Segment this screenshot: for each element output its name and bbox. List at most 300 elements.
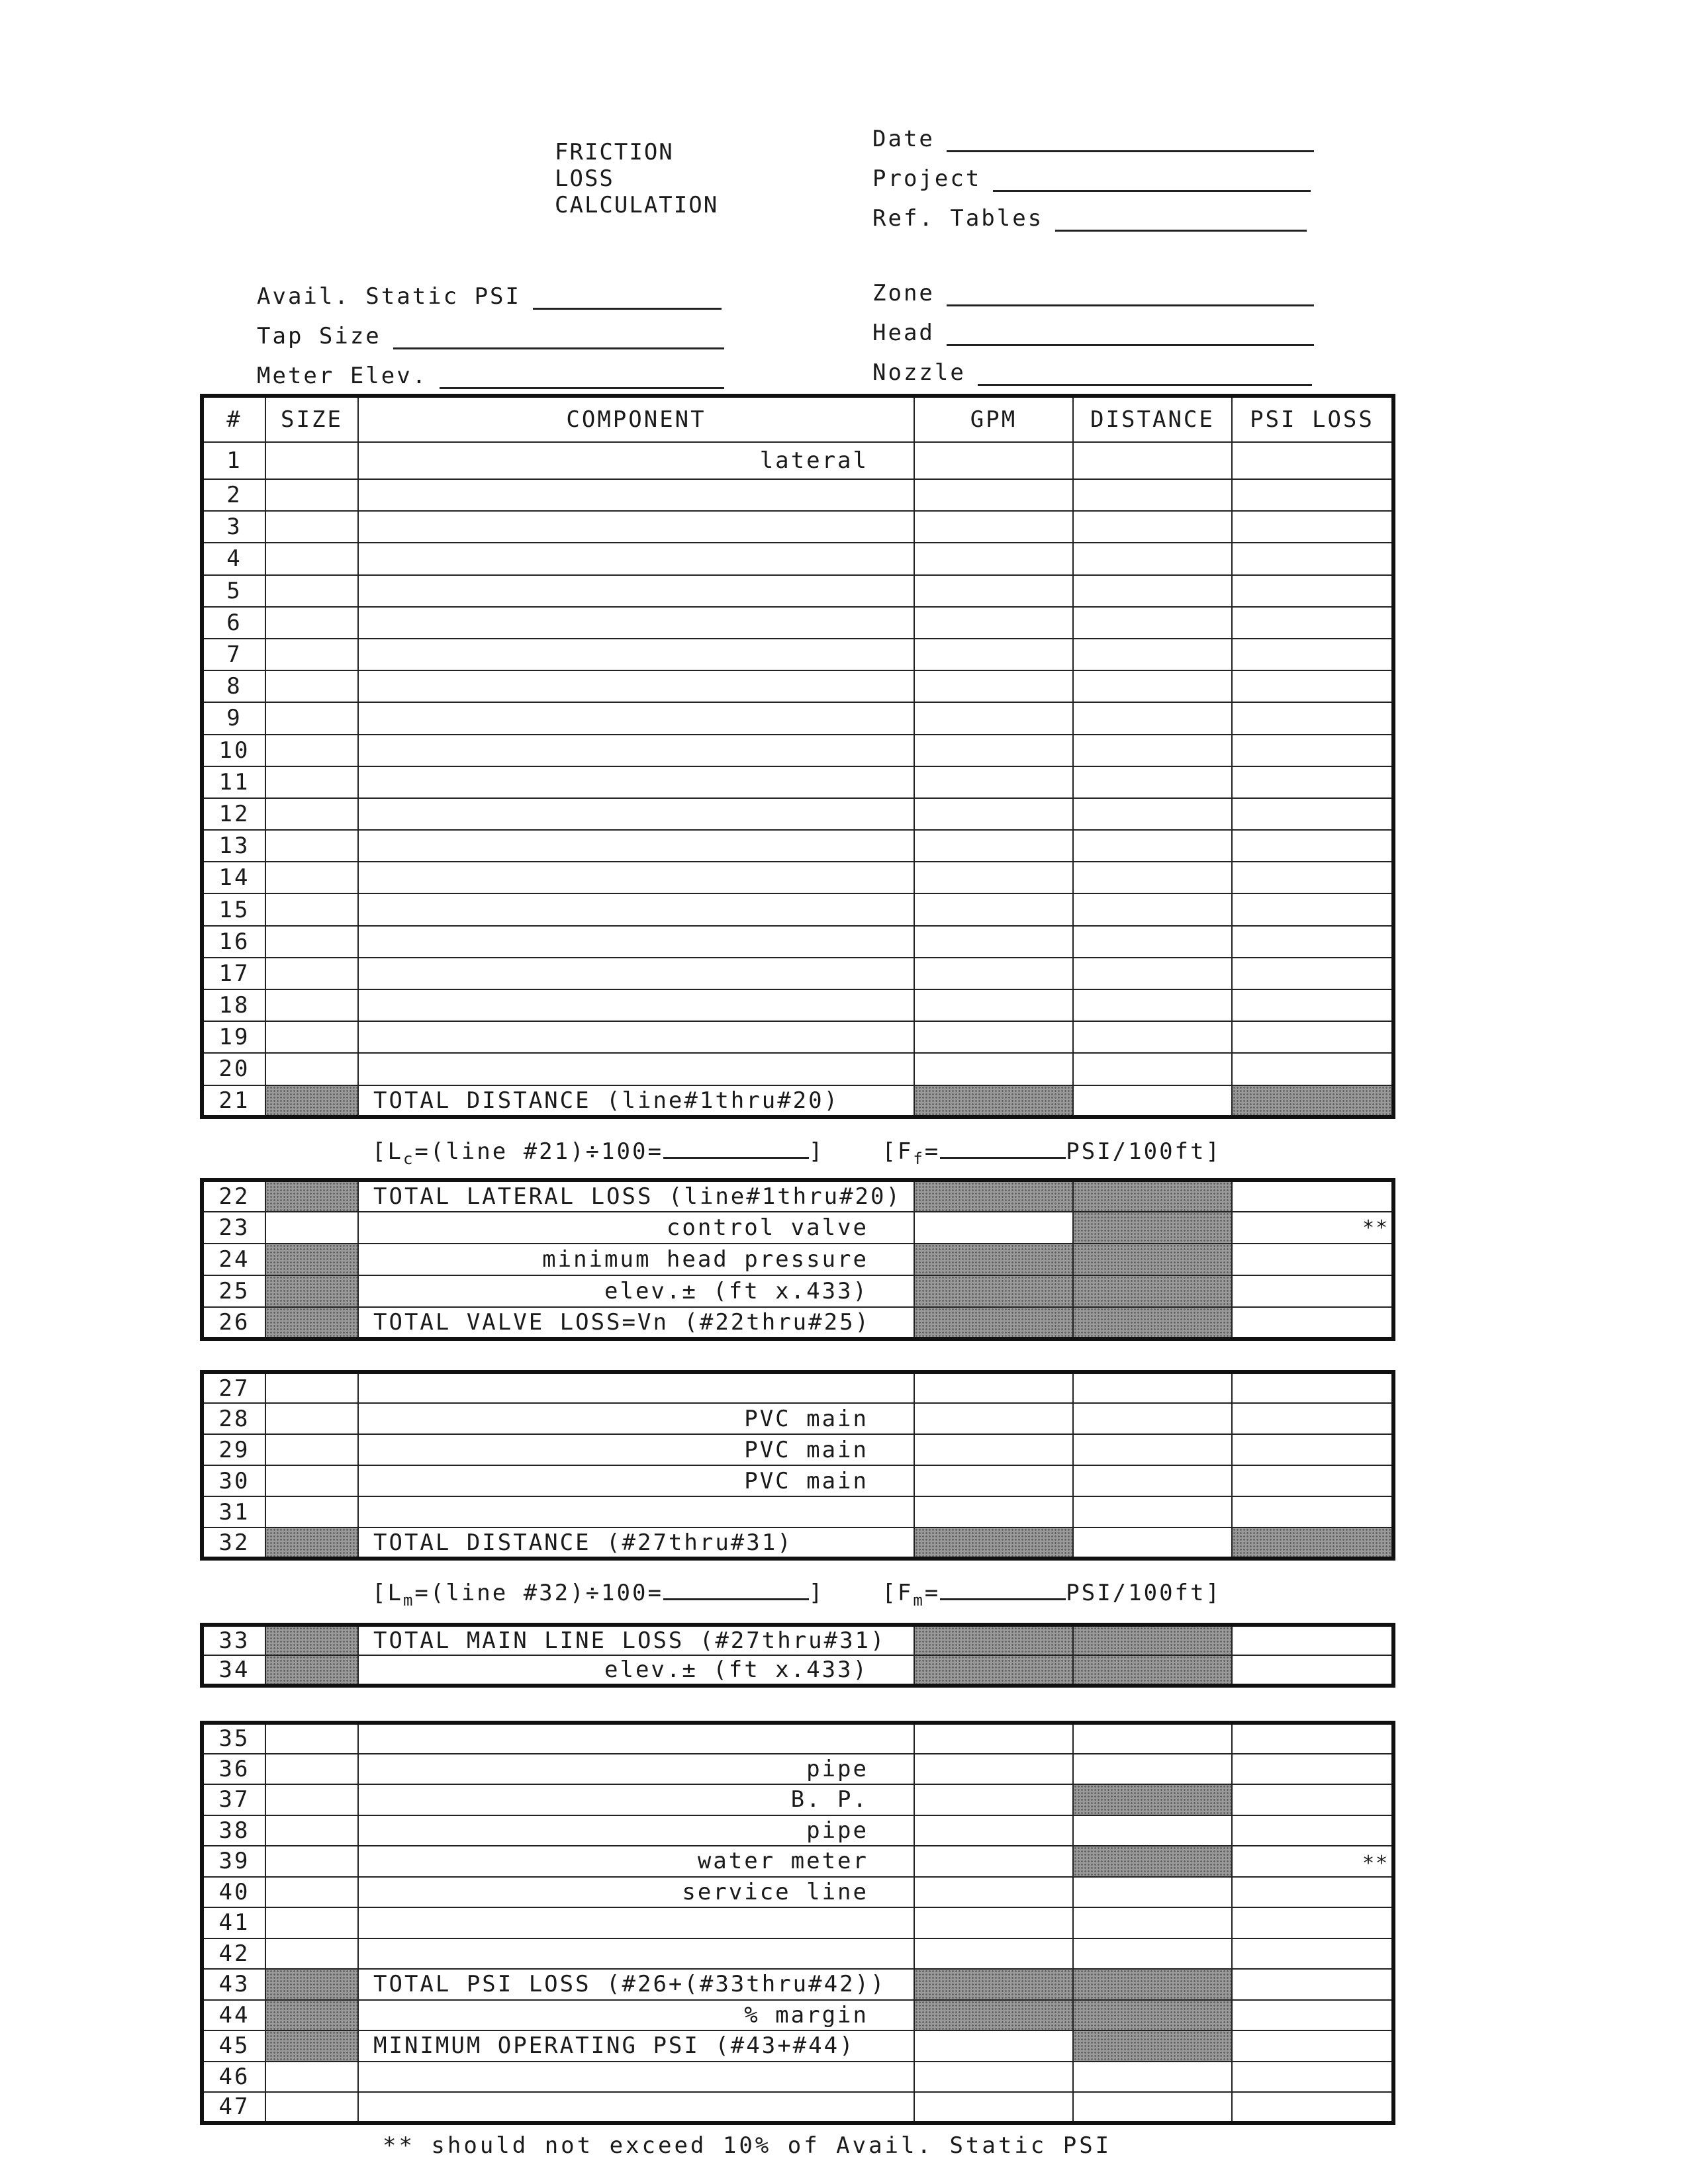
psi-loss-cell[interactable] <box>1232 670 1393 702</box>
table-row-line-32 <box>202 1527 1393 1559</box>
psi-loss-cell[interactable] <box>1232 958 1393 989</box>
ff-equals: = <box>924 1138 941 1165</box>
psi-loss-cell[interactable] <box>1232 766 1393 798</box>
row-number: 3 <box>202 511 265 543</box>
gpm-cell[interactable] <box>914 1212 1073 1244</box>
size-cell[interactable] <box>265 1877 358 1908</box>
table-row-line-11 <box>202 766 1393 798</box>
row-number: 32 <box>202 1527 265 1559</box>
size-cell[interactable] <box>265 511 358 543</box>
column-header-gpm: GPM <box>914 396 1073 442</box>
avail-static-psi-field[interactable] <box>257 283 722 310</box>
table-row-line-38 <box>202 1815 1393 1846</box>
distance-cell[interactable] <box>1073 735 1232 766</box>
row-number: 18 <box>202 989 265 1021</box>
psi-loss-cell[interactable] <box>1232 1275 1393 1307</box>
size-cell[interactable] <box>265 1465 358 1496</box>
size-cell <box>265 1655 358 1686</box>
component-cell: pipe <box>358 1815 914 1846</box>
row-number: 25 <box>202 1275 265 1307</box>
psi-loss-cell[interactable] <box>1232 1465 1393 1496</box>
gpm-cell[interactable] <box>914 1846 1073 1877</box>
psi-loss-cell[interactable] <box>1232 862 1393 893</box>
psi-loss-cell[interactable] <box>1232 543 1393 574</box>
avail-static-psi-input-line[interactable] <box>533 288 722 310</box>
gpm-cell[interactable] <box>914 575 1073 607</box>
fm-unit: PSI/100ft] <box>1066 1580 1221 1606</box>
psi-loss-cell[interactable] <box>1232 1244 1393 1275</box>
gpm-cell[interactable] <box>914 1815 1073 1846</box>
footnote-marker-line-39: ** <box>1362 1852 1389 1875</box>
valve-loss-table-lines-22-26 <box>200 1178 1395 1341</box>
row-number: 40 <box>202 1877 265 1908</box>
distance-cell[interactable] <box>1073 798 1232 830</box>
psi-loss-cell[interactable] <box>1232 607 1393 639</box>
gpm-cell[interactable] <box>914 989 1073 1021</box>
size-cell <box>265 1625 358 1655</box>
table-row-line-39 <box>202 1846 1393 1877</box>
nozzle-field[interactable] <box>872 359 1312 386</box>
psi-loss-cell[interactable] <box>1232 511 1393 543</box>
gpm-cell[interactable] <box>914 1877 1073 1908</box>
row-number: 31 <box>202 1496 265 1527</box>
distance-cell <box>1073 1784 1232 1815</box>
table-row-line-16 <box>202 926 1393 958</box>
lm-value-blank[interactable] <box>663 1578 809 1600</box>
size-cell <box>265 1275 358 1307</box>
gpm-cell[interactable] <box>914 543 1073 574</box>
size-cell[interactable] <box>265 702 358 734</box>
distance-cell[interactable] <box>1073 1021 1232 1053</box>
row-number: 22 <box>202 1180 265 1212</box>
size-cell[interactable] <box>265 543 358 574</box>
table-row-line-28 <box>202 1403 1393 1434</box>
distance-cell[interactable] <box>1073 989 1232 1021</box>
psi-loss-cell[interactable] <box>1232 1815 1393 1846</box>
distance-cell[interactable] <box>1073 1372 1232 1403</box>
zone-input-line[interactable] <box>947 285 1314 306</box>
size-cell[interactable] <box>265 2092 358 2123</box>
distance-cell[interactable] <box>1073 1754 1232 1785</box>
ff-subscript: f <box>913 1149 925 1168</box>
project-input-line[interactable] <box>993 170 1311 192</box>
component-cell <box>358 926 914 958</box>
psi-loss-cell[interactable] <box>1232 830 1393 862</box>
row-number: 26 <box>202 1307 265 1339</box>
distance-cell[interactable] <box>1073 1938 1232 1970</box>
distance-cell[interactable] <box>1073 862 1232 893</box>
gpm-cell <box>914 1655 1073 1686</box>
row-number: 1 <box>202 442 265 479</box>
distance-cell[interactable] <box>1073 1815 1232 1846</box>
table-row-line-6 <box>202 607 1393 639</box>
size-cell[interactable] <box>265 1754 358 1785</box>
table-row-line-20 <box>202 1053 1393 1085</box>
component-cell: service line <box>358 1877 914 1908</box>
lateral-formula <box>372 1137 1221 1168</box>
table-row-line-36 <box>202 1754 1393 1785</box>
component-cell <box>358 735 914 766</box>
lc-expression: =(line #21)÷100= <box>414 1138 663 1165</box>
psi-loss-cell[interactable] <box>1232 479 1393 511</box>
component-cell <box>358 830 914 862</box>
head-field[interactable] <box>872 320 1314 346</box>
table-row-line-8 <box>202 670 1393 702</box>
row-number: 15 <box>202 893 265 925</box>
component-cell: TOTAL PSI LOSS (#26+(#33thru#42)) <box>358 1969 914 2000</box>
size-cell[interactable] <box>265 1021 358 1053</box>
gpm-cell[interactable] <box>914 735 1073 766</box>
table-row-line-24 <box>202 1244 1393 1275</box>
table-row-line-41 <box>202 1907 1393 1938</box>
gpm-cell[interactable] <box>914 926 1073 958</box>
nozzle-input-line[interactable] <box>978 364 1312 386</box>
psi-loss-cell[interactable] <box>1232 639 1393 670</box>
table-row-line-43 <box>202 1969 1393 2000</box>
gpm-cell[interactable] <box>914 1907 1073 1938</box>
size-cell[interactable] <box>265 1907 358 1938</box>
tap-size-input-line[interactable] <box>393 328 724 349</box>
row-number: 46 <box>202 2062 265 2093</box>
distance-cell[interactable] <box>1073 2092 1232 2123</box>
meter-elev-field[interactable] <box>257 363 724 389</box>
psi-loss-cell[interactable] <box>1232 893 1393 925</box>
table-row-line-33 <box>202 1625 1393 1655</box>
table-row-line-40 <box>202 1877 1393 1908</box>
component-cell <box>358 2092 914 2123</box>
component-cell <box>358 862 914 893</box>
size-cell[interactable] <box>265 926 358 958</box>
psi-loss-cell[interactable] <box>1232 1403 1393 1434</box>
psi-loss-cell[interactable] <box>1232 1496 1393 1527</box>
distance-cell[interactable] <box>1073 2062 1232 2093</box>
psi-loss-cell[interactable] <box>1232 1307 1393 1339</box>
distance-cell[interactable] <box>1073 702 1232 734</box>
gpm-cell <box>914 1625 1073 1655</box>
tap-size-field[interactable] <box>257 323 724 349</box>
table-row-line-10 <box>202 735 1393 766</box>
size-cell[interactable] <box>265 1403 358 1434</box>
lc-value-blank[interactable] <box>663 1137 809 1159</box>
distance-cell[interactable] <box>1073 479 1232 511</box>
component-cell <box>358 1496 914 1527</box>
date-field[interactable] <box>872 126 1314 152</box>
table-row-line-29 <box>202 1434 1393 1465</box>
component-cell: control valve <box>358 1212 914 1244</box>
service-table-lines-35-47 <box>200 1721 1395 2125</box>
psi-loss-cell[interactable] <box>1232 575 1393 607</box>
psi-loss-cell[interactable] <box>1232 702 1393 734</box>
ref-tables-field[interactable] <box>872 205 1307 232</box>
gpm-cell[interactable] <box>914 766 1073 798</box>
size-cell[interactable] <box>265 2062 358 2093</box>
column-header-size: SIZE <box>265 396 358 442</box>
gpm-cell[interactable] <box>914 511 1073 543</box>
distance-cell[interactable] <box>1073 1085 1232 1117</box>
psi-loss-cell[interactable] <box>1232 1877 1393 1908</box>
size-cell[interactable] <box>265 1784 358 1815</box>
project-field[interactable] <box>872 165 1311 192</box>
lm-expression: =(line #32)÷100= <box>414 1580 663 1606</box>
distance-cell[interactable] <box>1073 670 1232 702</box>
size-cell[interactable] <box>265 442 358 479</box>
psi-loss-cell[interactable] <box>1232 1434 1393 1465</box>
gpm-cell <box>914 2000 1073 2031</box>
table-row-line-35 <box>202 1723 1393 1754</box>
component-cell <box>358 702 914 734</box>
ff-value-blank[interactable] <box>940 1137 1066 1159</box>
gpm-cell[interactable] <box>914 607 1073 639</box>
gpm-cell[interactable] <box>914 639 1073 670</box>
gpm-cell[interactable] <box>914 1754 1073 1785</box>
component-cell: % margin <box>358 2000 914 2031</box>
psi-loss-cell[interactable] <box>1232 926 1393 958</box>
component-cell <box>358 670 914 702</box>
lm-subscript: m <box>402 1590 415 1610</box>
size-cell[interactable] <box>265 1815 358 1846</box>
size-cell[interactable] <box>265 798 358 830</box>
size-cell[interactable] <box>265 1723 358 1754</box>
psi-loss-cell[interactable] <box>1232 2000 1393 2031</box>
gpm-cell[interactable] <box>914 2062 1073 2093</box>
size-cell[interactable] <box>265 575 358 607</box>
column-header-component: COMPONENT <box>358 396 914 442</box>
distance-cell[interactable] <box>1073 1723 1232 1754</box>
size-cell[interactable] <box>265 862 358 893</box>
size-cell[interactable] <box>265 1496 358 1527</box>
head-input-line[interactable] <box>947 324 1314 346</box>
distance-cell[interactable] <box>1073 1053 1232 1085</box>
size-cell[interactable] <box>265 670 358 702</box>
size-cell[interactable] <box>265 1938 358 1970</box>
size-cell <box>265 1180 358 1212</box>
psi-loss-cell[interactable] <box>1232 1754 1393 1785</box>
ff-unit: PSI/100ft] <box>1066 1138 1221 1165</box>
size-cell <box>265 1244 358 1275</box>
meter-elev-input-line[interactable] <box>440 367 724 389</box>
distance-cell[interactable] <box>1073 442 1232 479</box>
size-cell <box>265 1307 358 1339</box>
row-number: 23 <box>202 1212 265 1244</box>
distance-cell[interactable] <box>1073 1877 1232 1908</box>
psi-loss-cell[interactable] <box>1232 1655 1393 1686</box>
distance-cell <box>1073 1180 1232 1212</box>
title-line-3: CALCULATION <box>555 192 719 218</box>
distance-cell[interactable] <box>1073 511 1232 543</box>
psi-loss-cell[interactable] <box>1232 1907 1393 1938</box>
table-row-line-23 <box>202 1212 1393 1244</box>
table-row-line-37 <box>202 1784 1393 1815</box>
component-cell <box>358 989 914 1021</box>
row-number: 45 <box>202 2030 265 2062</box>
table-row-line-30 <box>202 1465 1393 1496</box>
distance-cell[interactable] <box>1073 1527 1232 1559</box>
row-number: 24 <box>202 1244 265 1275</box>
column-header-number: # <box>202 396 265 442</box>
gpm-cell[interactable] <box>914 862 1073 893</box>
gpm-cell[interactable] <box>914 2030 1073 2062</box>
psi-loss-cell[interactable] <box>1232 1784 1393 1815</box>
distance-cell[interactable] <box>1073 1907 1232 1938</box>
ref-tables-input-line[interactable] <box>1055 210 1307 232</box>
size-cell[interactable] <box>265 1434 358 1465</box>
friction-loss-table-lines-1-21 <box>200 394 1395 1119</box>
table-row-line-15 <box>202 893 1393 925</box>
zone-field[interactable] <box>872 280 1314 306</box>
gpm-cell[interactable] <box>914 830 1073 862</box>
gpm-cell[interactable] <box>914 1021 1073 1053</box>
distance-cell[interactable] <box>1073 893 1232 925</box>
psi-loss-cell[interactable] <box>1232 1180 1393 1212</box>
title-line-2: LOSS <box>555 165 614 192</box>
row-number: 28 <box>202 1403 265 1434</box>
component-cell: elev.± (ft x.433) <box>358 1275 914 1307</box>
gpm-cell <box>914 1085 1073 1117</box>
size-cell[interactable] <box>265 1372 358 1403</box>
table-row-line-31 <box>202 1496 1393 1527</box>
distance-cell[interactable] <box>1073 607 1232 639</box>
component-cell <box>358 1938 914 1970</box>
gpm-cell[interactable] <box>914 1403 1073 1434</box>
size-cell[interactable] <box>265 958 358 989</box>
component-cell: PVC main <box>358 1434 914 1465</box>
distance-cell[interactable] <box>1073 639 1232 670</box>
size-cell <box>265 1969 358 2000</box>
psi-loss-cell[interactable] <box>1232 2030 1393 2062</box>
date-input-line[interactable] <box>947 130 1314 152</box>
psi-loss-cell[interactable] <box>1232 1372 1393 1403</box>
head-label: Head <box>872 320 935 346</box>
size-cell[interactable] <box>265 735 358 766</box>
table-row-line-46 <box>202 2062 1393 2093</box>
gpm-cell[interactable] <box>914 1723 1073 1754</box>
gpm-cell[interactable] <box>914 1784 1073 1815</box>
component-cell <box>358 575 914 607</box>
psi-loss-cell[interactable] <box>1232 798 1393 830</box>
gpm-cell[interactable] <box>914 442 1073 479</box>
row-number: 42 <box>202 1938 265 1970</box>
distance-cell <box>1073 1307 1232 1339</box>
distance-cell <box>1073 1969 1232 2000</box>
component-cell <box>358 639 914 670</box>
fm-equals: = <box>924 1580 941 1606</box>
size-cell[interactable] <box>265 607 358 639</box>
gpm-cell[interactable] <box>914 893 1073 925</box>
component-cell: PVC main <box>358 1403 914 1434</box>
table-row-line-26 <box>202 1307 1393 1339</box>
psi-loss-cell[interactable] <box>1232 1021 1393 1053</box>
size-cell[interactable] <box>265 893 358 925</box>
table-row-line-3 <box>202 511 1393 543</box>
psi-loss-cell[interactable] <box>1232 2062 1393 2093</box>
size-cell[interactable] <box>265 766 358 798</box>
size-cell <box>265 1085 358 1117</box>
lc-label: [L <box>372 1138 403 1165</box>
size-cell[interactable] <box>265 830 358 862</box>
component-cell <box>358 893 914 925</box>
psi-loss-cell[interactable] <box>1232 1938 1393 1970</box>
size-cell[interactable] <box>265 989 358 1021</box>
size-cell[interactable] <box>265 1212 358 1244</box>
gpm-cell[interactable] <box>914 1496 1073 1527</box>
distance-cell[interactable] <box>1073 1465 1232 1496</box>
row-number: 17 <box>202 958 265 989</box>
main-line-loss-table-lines-33-34 <box>200 1623 1395 1688</box>
component-cell: B. P. <box>358 1784 914 1815</box>
component-cell: MINIMUM OPERATING PSI (#43+#44) <box>358 2030 914 2062</box>
gpm-cell[interactable] <box>914 670 1073 702</box>
nozzle-label: Nozzle <box>872 359 966 386</box>
size-cell[interactable] <box>265 639 358 670</box>
size-cell[interactable] <box>265 479 358 511</box>
psi-loss-cell[interactable] <box>1232 1969 1393 2000</box>
gpm-cell[interactable] <box>914 2092 1073 2123</box>
distance-cell[interactable] <box>1073 926 1232 958</box>
table-row-line-18 <box>202 989 1393 1021</box>
distance-cell[interactable] <box>1073 1496 1232 1527</box>
distance-cell[interactable] <box>1073 830 1232 862</box>
distance-cell[interactable] <box>1073 1403 1232 1434</box>
gpm-cell[interactable] <box>914 702 1073 734</box>
table-row-line-25 <box>202 1275 1393 1307</box>
component-cell <box>358 607 914 639</box>
table-row-line-27 <box>202 1372 1393 1403</box>
psi-loss-cell[interactable] <box>1232 1625 1393 1655</box>
gpm-cell[interactable] <box>914 1465 1073 1496</box>
size-cell[interactable] <box>265 1846 358 1877</box>
psi-loss-cell[interactable] <box>1232 1723 1393 1754</box>
distance-cell[interactable] <box>1073 1434 1232 1465</box>
fm-value-blank[interactable] <box>940 1578 1066 1600</box>
fm-label: [F <box>882 1580 914 1606</box>
distance-cell[interactable] <box>1073 575 1232 607</box>
size-cell <box>265 2030 358 2062</box>
component-cell: TOTAL MAIN LINE LOSS (#27thru#31) <box>358 1625 914 1655</box>
gpm-cell[interactable] <box>914 1434 1073 1465</box>
title-line-1: FRICTION <box>555 139 674 165</box>
psi-loss-cell[interactable] <box>1232 2092 1393 2123</box>
project-label: Project <box>872 165 982 192</box>
psi-loss-cell[interactable] <box>1232 735 1393 766</box>
ff-label: [F <box>882 1138 914 1165</box>
main-line-table-lines-27-32 <box>200 1370 1395 1561</box>
table-row-line-17 <box>202 958 1393 989</box>
gpm-cell <box>914 1307 1073 1339</box>
distance-cell[interactable] <box>1073 543 1232 574</box>
table-row-line-14 <box>202 862 1393 893</box>
distance-cell[interactable] <box>1073 766 1232 798</box>
psi-loss-cell[interactable] <box>1232 989 1393 1021</box>
date-label: Date <box>872 126 935 152</box>
zone-label: Zone <box>872 280 935 306</box>
gpm-cell[interactable] <box>914 1372 1073 1403</box>
table-row-line-9 <box>202 702 1393 734</box>
row-number: 12 <box>202 798 265 830</box>
psi-loss-cell <box>1232 1527 1393 1559</box>
main-line-formula <box>372 1578 1221 1610</box>
psi-loss-cell[interactable] <box>1232 442 1393 479</box>
row-number: 8 <box>202 670 265 702</box>
gpm-cell[interactable] <box>914 1053 1073 1085</box>
component-cell <box>358 798 914 830</box>
size-cell[interactable] <box>265 1053 358 1085</box>
psi-loss-cell[interactable] <box>1232 1053 1393 1085</box>
gpm-cell[interactable] <box>914 1938 1073 1970</box>
gpm-cell[interactable] <box>914 479 1073 511</box>
gpm-cell[interactable] <box>914 798 1073 830</box>
distance-cell[interactable] <box>1073 958 1232 989</box>
gpm-cell[interactable] <box>914 958 1073 989</box>
